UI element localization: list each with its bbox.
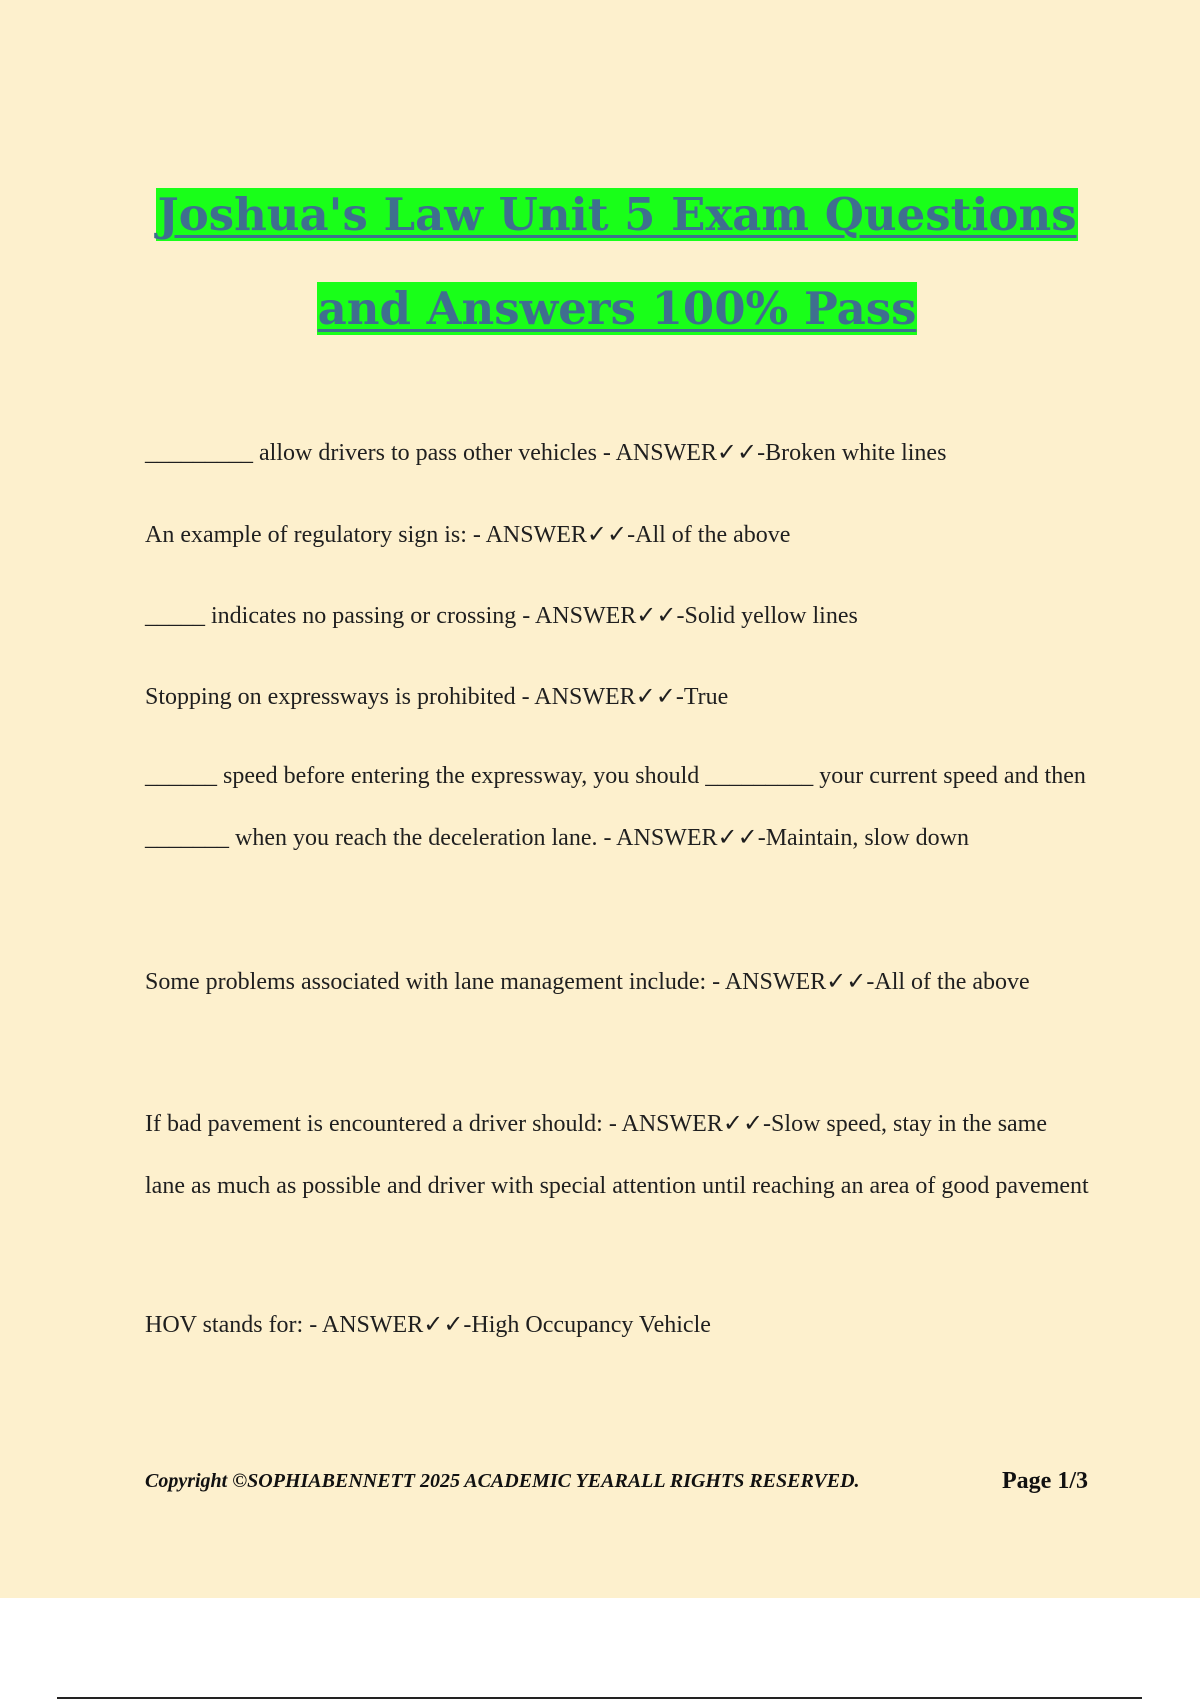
- title-line-1: Joshua's Law Unit 5 Exam Questions: [157, 188, 1077, 241]
- document-title: [0, 168, 1200, 356]
- qa-item-6: Some problems associated with lane management include: - ANSWER✓✓-All of the above: [145, 969, 1030, 995]
- qa-item-2: An example of regulatory sign is: - ANSWER✓✓-All of the above: [145, 522, 791, 548]
- qa-item-3: _____ indicates no passing or crossing - ANSWER✓✓-Solid yellow lines: [145, 603, 858, 629]
- footer-copyright: Copyright ©SOPHIABENNETT 2025 ACADEMIC YEARALL RIGHTS RESERVED.: [145, 1470, 860, 1492]
- qa-item-7: If bad pavement is encountered a driver should: - ANSWER✓✓-Slow speed, stay in the same lane as much as possible and driver with special attention until reaching an area of good pavement: [145, 1111, 1089, 1199]
- qa-item-8: HOV stands for: - ANSWER✓✓-High Occupancy Vehicle: [145, 1312, 711, 1338]
- footer-page-number: Page 1/3: [1002, 1468, 1088, 1494]
- page-divider: [57, 1697, 1142, 1699]
- qa-item-5: ______ speed before entering the expressway, you should _________ your current speed and then _______ when you reach the deceleration lane. - ANSWER✓✓-Maintain, slow down: [145, 763, 1086, 851]
- qa-item-1: _________ allow drivers to pass other vehicles - ANSWER✓✓-Broken white lines: [145, 440, 947, 466]
- qa-item-4: Stopping on expressways is prohibited - ANSWER✓✓-True: [145, 684, 729, 710]
- title-line-2: and Answers 100% Pass: [317, 282, 917, 335]
